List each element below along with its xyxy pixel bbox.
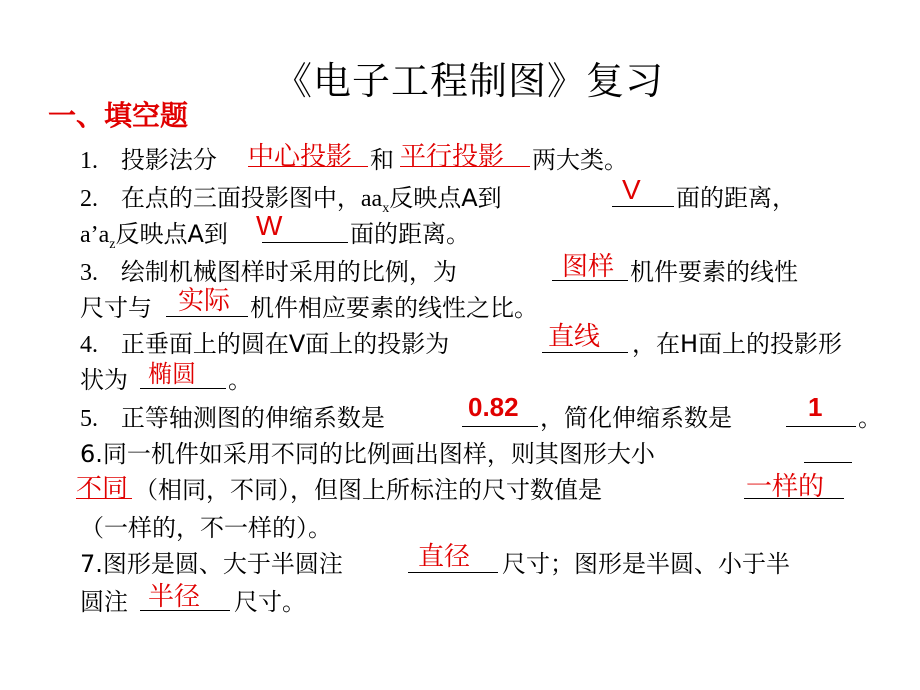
q2-text-2: 反映点A到 <box>389 184 502 212</box>
q2-a-az: a’a <box>80 222 110 248</box>
question-3 <box>80 252 457 287</box>
q3-number: 3. <box>80 260 98 286</box>
q6-answer-2: 一样的 <box>746 471 825 501</box>
q1-text-3: 两大类。 <box>532 146 628 174</box>
question-2-line-2 <box>80 214 228 253</box>
q7-text-1: 7.图形是圆、大于半圆注 <box>80 550 343 578</box>
q1-number: 1. <box>80 148 98 174</box>
q2-sub-z: z <box>109 236 116 252</box>
q4-text-1: 正垂面上的圆在V面上的投影为 <box>120 330 450 358</box>
q7-answer-2: 半径 <box>148 581 201 611</box>
q2-answer-2: W <box>256 210 283 241</box>
q1-answer-2: 平行投影 <box>400 141 505 171</box>
q2-text-1: 在点的三面投影图中， <box>120 184 361 212</box>
q2-text-4: 反映点A到 <box>115 220 228 248</box>
q5-text-3: 。 <box>858 404 882 432</box>
question-1 <box>80 140 217 175</box>
q2-text-5: 面的距离。 <box>350 220 470 248</box>
q6-text-1: 6.同一机件如采用不同的比例画出图样，则其图形大小 <box>80 440 655 468</box>
q3-text-1: 绘制机械图样时采用的比例，为 <box>120 258 457 286</box>
q1-text-2: 和 <box>370 146 394 174</box>
q5-answer-1: 0.82 <box>468 392 519 422</box>
page-title: 《电子工程制图》复习 <box>274 59 665 103</box>
q3-answer-1: 图样 <box>562 251 615 281</box>
q6-answer-1: 不同 <box>76 473 129 503</box>
question-5 <box>80 398 385 433</box>
q2-text-3: 面的距离， <box>676 184 796 212</box>
q3-text-2: 机件要素的线性 <box>630 258 798 286</box>
q7-text-4: 尺寸。 <box>234 588 306 616</box>
q4-answer-1: 直线 <box>548 321 601 351</box>
q5-text-2: ，简化伸缩系数是 <box>540 404 732 432</box>
q3-answer-2: 实际 <box>178 285 231 315</box>
q5-text-1: 正等轴测图的伸缩系数是 <box>120 404 385 432</box>
q6-blank-1 <box>804 432 852 463</box>
q5-number: 5. <box>80 406 98 432</box>
q4-text-3: 状为 <box>80 366 128 394</box>
q7-text-3: 圆注 <box>80 588 128 616</box>
q2-answer-1: V <box>622 174 641 205</box>
q3-text-4: 机件相应要素的线性之比。 <box>250 294 538 322</box>
q4-answer-2: 椭圆 <box>148 361 196 388</box>
q6-text-2: （相同，不同），但图上所标注的尺寸数值是 <box>134 476 602 504</box>
q7-text-2: 尺寸；图形是半圆、小于半 <box>502 550 790 578</box>
q3-text-3: 尺寸与 <box>80 294 152 322</box>
q5-answer-2: 1 <box>808 392 823 422</box>
question-4 <box>80 324 449 359</box>
q1-answer-1: 中心投影 <box>248 141 353 171</box>
q2-aa: aa <box>360 186 383 212</box>
q4-number: 4. <box>80 332 98 358</box>
q4-text-2: ，在H面上的投影形 <box>632 330 843 358</box>
q2-number: 2. <box>80 186 98 212</box>
question-2 <box>80 178 502 217</box>
q4-text-4: 。 <box>228 366 252 394</box>
q1-text-1: 投影法分 <box>120 146 217 174</box>
q2-sub-x: x <box>382 200 390 216</box>
section-heading: 一、填空题 <box>48 99 189 132</box>
q6-text-3: （一样的，不一样的）。 <box>80 514 332 542</box>
q7-answer-1: 直径 <box>418 541 471 571</box>
